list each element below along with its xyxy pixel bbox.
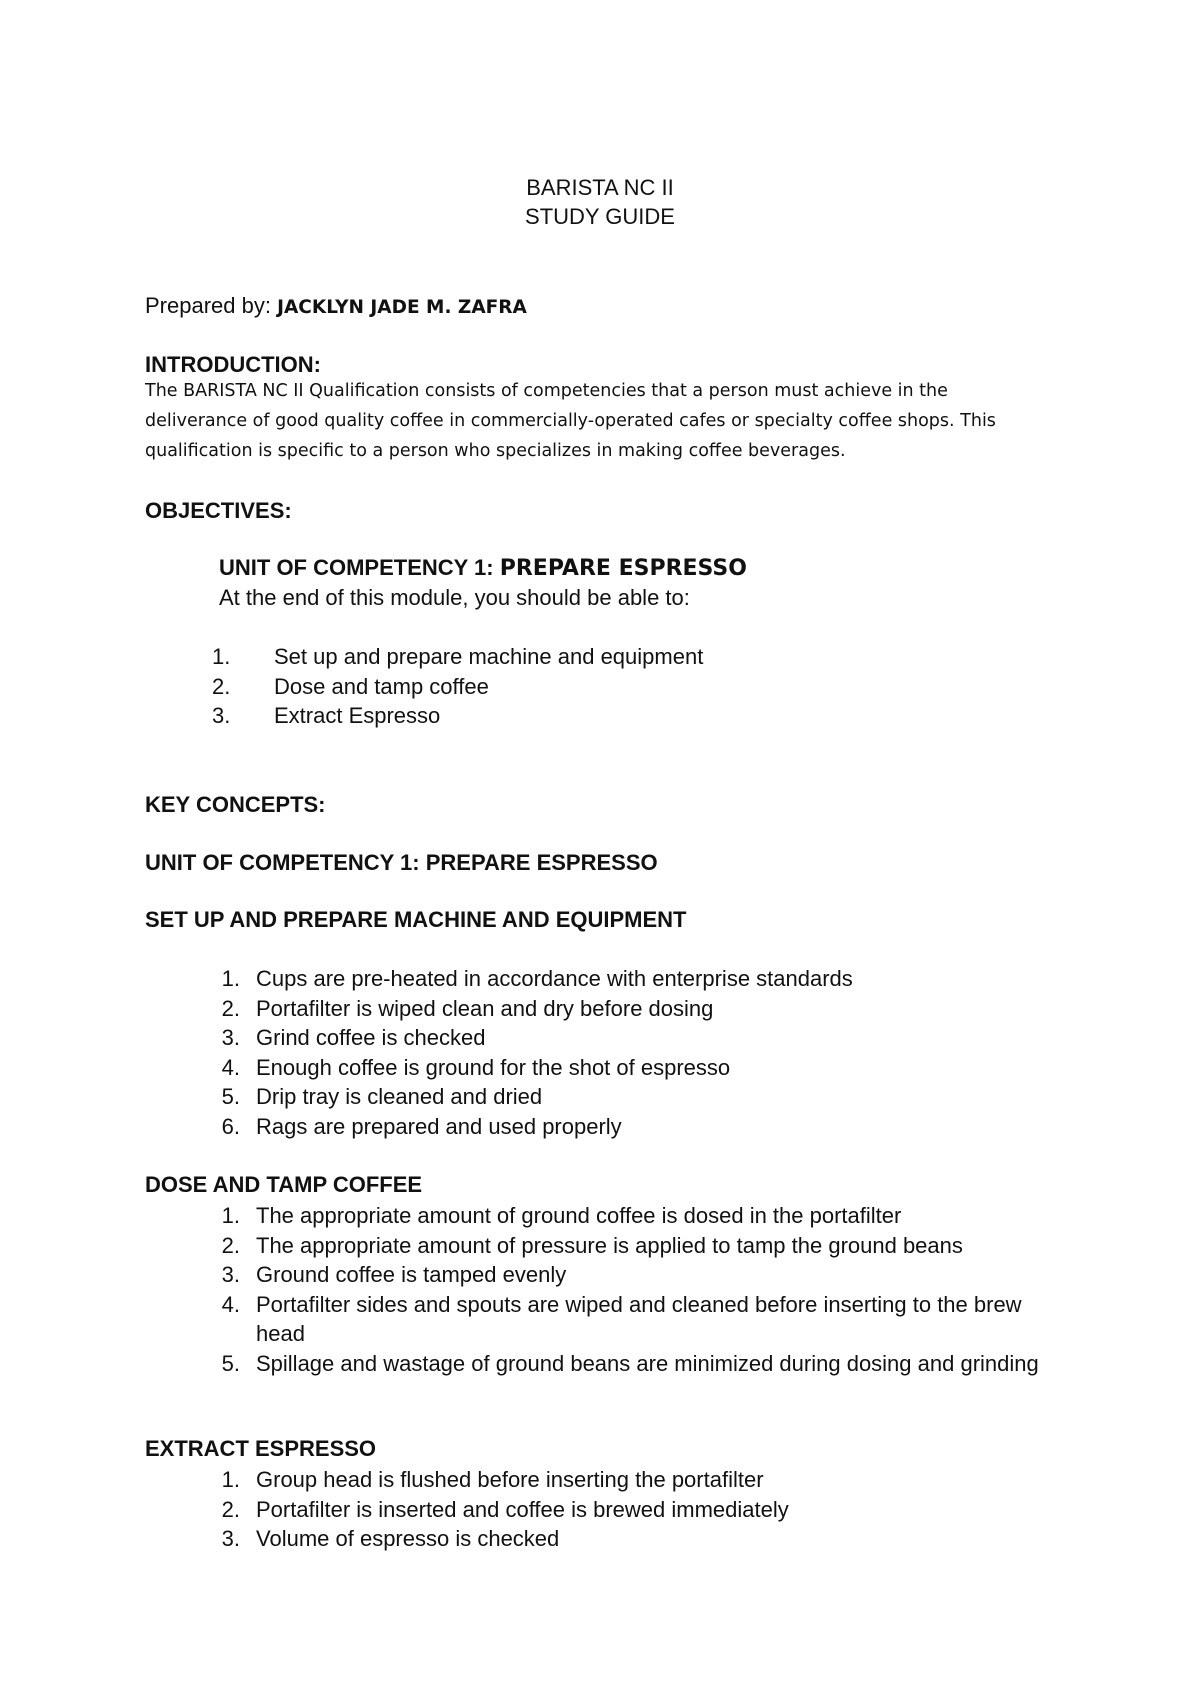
list-item: 1. Set up and prepare machine and equipment <box>212 644 704 669</box>
objectives-unit-name: PREPARE ESPRESSO <box>499 556 747 581</box>
key-concepts-unit-heading: UNIT OF COMPETENCY 1: PREPARE ESPRESSO <box>145 850 658 875</box>
objectives-intro: At the end of this module, you should be able to: <box>219 585 690 610</box>
objectives-heading: OBJECTIVES: <box>145 498 292 523</box>
introduction-heading: INTRODUCTION: <box>145 352 321 377</box>
list-item: 1. Group head is flushed before inserting the portafilter <box>221 1467 764 1492</box>
dose-tamp-list <box>221 1201 1076 1379</box>
list-item: 3. Extract Espresso <box>212 703 441 729</box>
objectives-unit-heading <box>219 555 747 582</box>
list-item: 3. Ground coffee is tamped evenly <box>221 1262 567 1288</box>
list-item: 1. Cups are pre-heated in accordance with enterprise standards <box>221 966 853 991</box>
document-title-line-1: BARISTA NC II <box>526 175 674 200</box>
list-item: 5. Spillage and wastage of ground beans are minimized during dosing and grinding <box>221 1350 1039 1376</box>
list-item: 2. Portafilter is wiped clean and dry before dosing <box>221 995 714 1021</box>
document-title-line-2: STUDY GUIDE <box>525 204 675 229</box>
introduction-text: The BARISTA NC II Qualification consists of competencies that a person must achieve in the deliverance of good quality coffee in commercially-operated cafes or specialty coffee shops. This qualification is specific to a person who specializes in making coffee beverages. <box>145 381 996 461</box>
list-item: 4. Enough coffee is ground for the shot of espresso <box>221 1054 731 1080</box>
list-item: 2. Portafilter is inserted and coffee is brewed immediately <box>221 1496 789 1522</box>
section-heading-extract: EXTRACT ESPRESSO <box>145 1436 377 1461</box>
list-item: 2. The appropriate amount of pressure is applied to tamp the ground beans <box>221 1232 963 1258</box>
prepared-by-name: JACKLYN JADE M. ZAFRA <box>277 297 527 318</box>
section-heading-dose-tamp: DOSE AND TAMP COFFEE <box>145 1172 423 1197</box>
list-item: 1. The appropriate amount of ground coffee is dosed in the portafilter <box>221 1203 902 1228</box>
prepared-by <box>145 293 527 321</box>
list-item: 6. Rags are prepared and used properly <box>221 1113 622 1139</box>
extract-list <box>221 1465 1076 1554</box>
list-item: 2. Dose and tamp coffee <box>212 673 489 699</box>
key-concepts-heading: KEY CONCEPTS: <box>145 792 326 817</box>
list-item: 3. Grind coffee is checked <box>221 1025 486 1051</box>
objectives-list <box>212 642 704 731</box>
prepared-by-label: Prepared by: <box>145 293 278 318</box>
list-item: 5. Drip tray is cleaned and dried <box>221 1084 543 1110</box>
list-item: 4. Portafilter sides and spouts are wiped and cleaned before inserting to the brew head <box>221 1291 1022 1347</box>
objectives-unit-label: UNIT OF COMPETENCY 1: <box>219 555 500 580</box>
list-item: 3. Volume of espresso is checked <box>221 1526 560 1552</box>
section-heading-setup: SET UP AND PREPARE MACHINE AND EQUIPMENT <box>145 907 687 932</box>
setup-list <box>221 964 1076 1142</box>
